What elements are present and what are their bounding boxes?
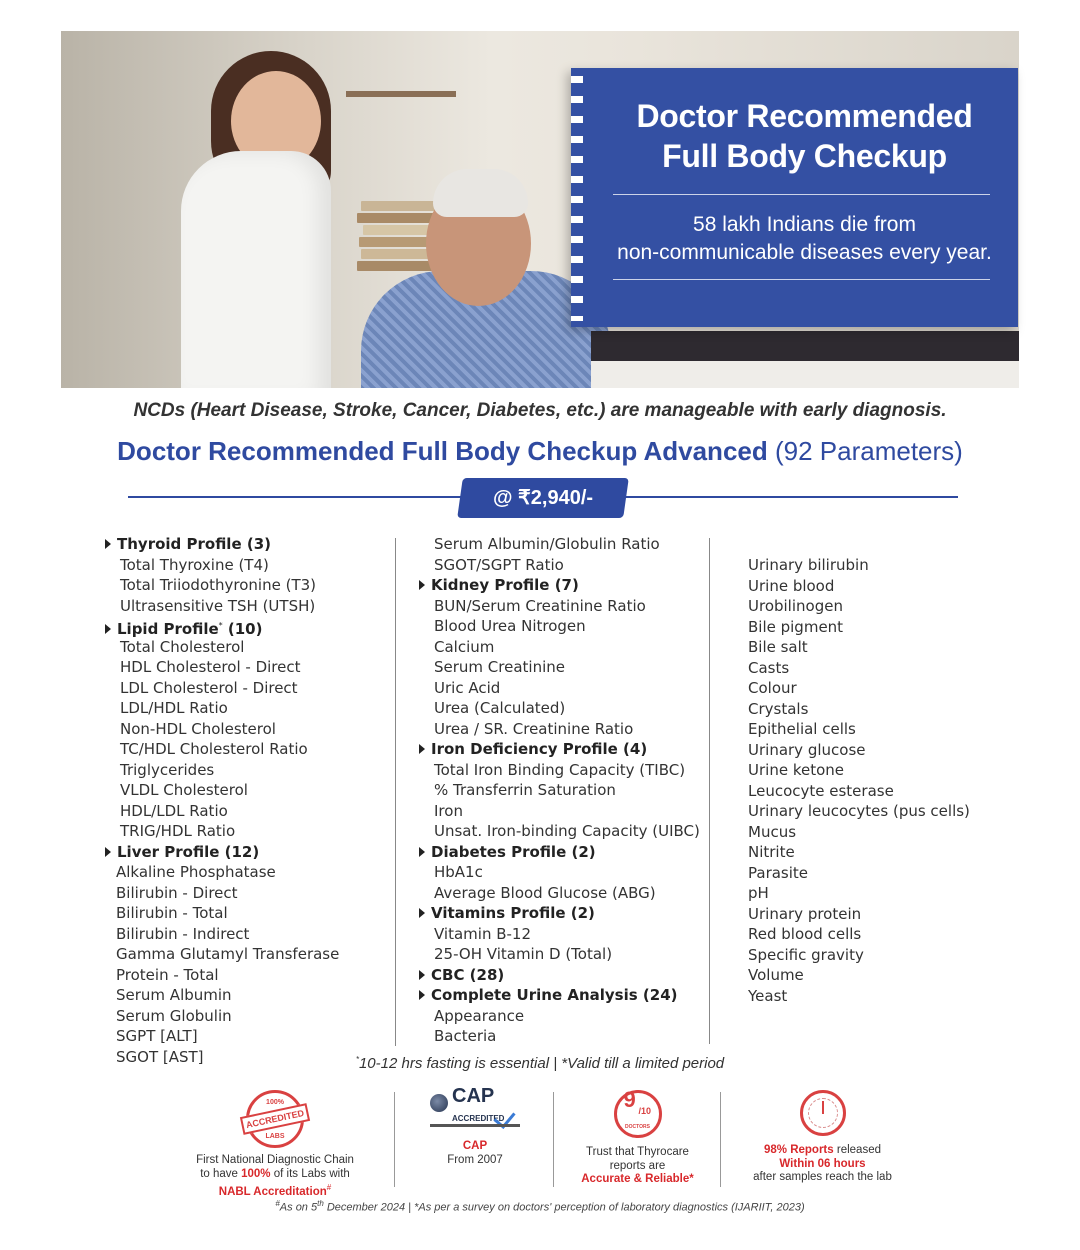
parameter-text: Total Cholesterol xyxy=(120,637,245,656)
badge-nabl-line3-sup: # xyxy=(326,1183,332,1192)
parameter-text: Yeast xyxy=(748,986,788,1005)
footnote-marker: * xyxy=(218,621,223,630)
parameter-item xyxy=(105,657,395,678)
triangle-bullet-icon xyxy=(419,744,425,754)
parameter-text: Bile pigment xyxy=(748,617,844,636)
parameter-text: Blood Urea Nitrogen xyxy=(434,617,586,635)
parameter-item xyxy=(419,862,709,883)
parameter-text: Liver Profile (12) xyxy=(117,842,260,861)
price-badge xyxy=(457,478,629,518)
footnote-ordinal: th xyxy=(317,1199,324,1208)
parameter-item xyxy=(748,945,1018,966)
profile-heading xyxy=(105,616,395,637)
badge-nabl-line3-text: NABL Accreditation xyxy=(218,1185,327,1198)
ten-text: /10 xyxy=(638,1106,652,1116)
parameter-text: Bacteria xyxy=(434,1027,497,1045)
parameter-item xyxy=(748,760,1018,781)
profile-heading xyxy=(419,903,709,924)
badge-reports-line1-post: released xyxy=(833,1144,881,1156)
parameter-text: SGPT [ALT] xyxy=(116,1027,198,1045)
clock-icon xyxy=(800,1090,846,1136)
parameter-text: Urinary leucocytes (pus cells) xyxy=(748,802,970,820)
parameters-column-3 xyxy=(748,555,1018,1006)
parameter-item xyxy=(419,596,709,617)
parameter-text: Colour xyxy=(748,679,797,697)
parameter-item xyxy=(419,821,709,842)
parameter-item xyxy=(105,575,395,596)
parameter-item xyxy=(105,985,395,1006)
parameter-item xyxy=(105,760,395,781)
parameter-item xyxy=(748,863,1018,884)
triangle-bullet-icon xyxy=(419,580,425,590)
parameter-item xyxy=(419,698,709,719)
parameter-text: Total Iron Binding Capacity (TIBC) xyxy=(434,760,686,779)
triangle-bullet-icon xyxy=(105,847,111,857)
parameter-text: Bilirubin - Indirect xyxy=(116,924,250,943)
parameter-text: HbA1c xyxy=(434,863,483,881)
parameter-text: Total Thyroxine (T4) xyxy=(120,555,269,574)
parameter-item xyxy=(105,596,395,617)
parameter-text: Triglycerides xyxy=(120,760,215,779)
parameter-item xyxy=(748,822,1018,843)
parameter-item xyxy=(105,678,395,699)
tagline: NCDs (Heart Disease, Stroke, Cancer, Diabetes, etc.) are manageable with early diagnosis. xyxy=(133,400,947,421)
badge-divider xyxy=(394,1092,395,1187)
parameter-text: Total Triiodothyronine (T3) xyxy=(120,576,317,594)
seal-top-text: 100% xyxy=(266,1099,284,1106)
triangle-bullet-icon xyxy=(105,539,111,549)
parameter-text: LDL/HDL Ratio xyxy=(120,699,228,717)
parameter-text: Nitrite xyxy=(748,843,795,861)
parameter-item xyxy=(748,678,1018,699)
package-title xyxy=(0,436,1080,467)
parameter-text: Complete Urine Analysis (24) xyxy=(431,986,678,1004)
parameter-text: Urinary protein xyxy=(748,904,862,923)
badge-nabl-line2-post: of its Labs with xyxy=(270,1167,350,1180)
note-text: 10-12 hrs fasting is essential | *Valid till a limited period xyxy=(358,1055,725,1072)
parameter-item xyxy=(419,883,709,904)
parameter-text: LDL Cholesterol - Direct xyxy=(120,678,298,697)
profile-heading xyxy=(419,985,709,1006)
banner-stat xyxy=(591,211,1018,267)
parameter-text: Leucocyte esterase xyxy=(748,781,894,800)
package-parameters: (92 Parameters) xyxy=(774,436,963,466)
footnote-marker: # xyxy=(275,1199,280,1208)
parameter-text: Urea / SR. Creatinine Ratio xyxy=(434,719,634,738)
triangle-bullet-icon xyxy=(419,847,425,857)
parameter-text: Gamma Glutamyl Transferase xyxy=(116,945,340,963)
badge-cap xyxy=(410,1085,540,1167)
parameters-column-2 xyxy=(419,534,709,1047)
parameter-text: Calcium xyxy=(434,637,495,656)
parameter-item xyxy=(419,555,709,576)
cap-logo-sub: ACCREDITED xyxy=(452,1114,505,1123)
parameter-item xyxy=(748,904,1018,925)
parameter-item xyxy=(105,637,395,658)
banner-title xyxy=(591,96,1018,176)
parameter-item xyxy=(419,801,709,822)
parameter-text: Mucus xyxy=(748,822,797,841)
globe-icon xyxy=(430,1094,448,1112)
parameter-item xyxy=(748,924,1018,945)
badge-reports-line1-red: 98% Reports xyxy=(764,1144,834,1156)
badge-reports-line3: after samples reach the lab xyxy=(753,1171,892,1183)
badge-nabl-line3 xyxy=(180,1181,370,1199)
badge-reports-line1 xyxy=(740,1144,905,1158)
parameter-text: Urea (Calculated) xyxy=(434,699,566,717)
parameter-text: Iron Deficiency Profile (4) xyxy=(431,740,648,758)
parameter-text: Specific gravity xyxy=(748,945,864,964)
parameter-item xyxy=(748,842,1018,863)
parameter-item xyxy=(105,821,395,842)
banner-title-line1: Doctor Recommended xyxy=(636,98,973,134)
parameter-text: Thyroid Profile (3) xyxy=(117,535,271,553)
badge-nabl-line1: First National Diagnostic Chain xyxy=(196,1154,354,1166)
parameter-text: Diabetes Profile (2) xyxy=(431,842,596,861)
triangle-bullet-icon xyxy=(419,970,425,980)
parameter-text: Ultrasensitive TSH (UTSH) xyxy=(120,596,316,615)
footnote-date: As on 5 xyxy=(279,1201,318,1214)
footnote xyxy=(0,1199,1080,1214)
bookshelf xyxy=(346,91,456,97)
fasting-note xyxy=(0,1055,1080,1072)
parameter-text: Red blood cells xyxy=(748,925,862,943)
parameter-item xyxy=(105,780,395,801)
parameter-text: TRIG/HDL Ratio xyxy=(120,822,236,840)
parameter-text: VLDL Cholesterol xyxy=(120,781,248,799)
parameter-text: Volume xyxy=(748,966,804,984)
parameter-item xyxy=(748,699,1018,720)
parameter-item xyxy=(748,740,1018,761)
parameter-text: pH xyxy=(748,884,769,902)
badge-nabl xyxy=(180,1090,370,1199)
parameter-text: Iron xyxy=(434,801,463,820)
parameter-text: Urinary bilirubin xyxy=(748,556,869,574)
cap-fine-print xyxy=(430,1124,520,1127)
parameter-text: Serum Albumin/Globulin Ratio xyxy=(434,535,660,553)
bed-sheet xyxy=(591,361,1019,388)
parameter-text: Bilirubin - Direct xyxy=(116,883,238,902)
cap-logo-icon xyxy=(430,1085,520,1130)
package-name: Doctor Recommended Full Body Checkup Advanced xyxy=(117,436,768,466)
badge-doctors-line3: Accurate & Reliable* xyxy=(581,1173,694,1185)
parameter-item xyxy=(105,555,395,576)
parameter-item xyxy=(419,678,709,699)
badge-divider xyxy=(553,1092,554,1187)
parameter-text: % Transferrin Saturation xyxy=(434,781,616,799)
parameter-item xyxy=(105,862,395,883)
parameter-item xyxy=(419,1026,709,1047)
parameter-text: 25-OH Vitamin D (Total) xyxy=(434,945,613,963)
parameter-text: Unsat. Iron-binding Capacity (UIBC) xyxy=(434,822,700,840)
parameter-text: Average Blood Glucose (ABG) xyxy=(434,883,656,902)
parameter-text: SGOT/SGPT Ratio xyxy=(434,555,564,574)
parameter-text: Vitamin B-12 xyxy=(434,924,532,943)
parameter-item xyxy=(105,883,395,904)
parameters-column-1 xyxy=(105,534,395,1067)
parameter-text: Uric Acid xyxy=(434,678,501,697)
parameter-text: CBC (28) xyxy=(431,965,505,984)
seal-ribbon-text: ACCREDITED xyxy=(240,1103,310,1135)
parameter-item xyxy=(419,780,709,801)
badge-cap-since: From 2007 xyxy=(447,1153,503,1166)
clock-hand xyxy=(822,1101,824,1114)
parameter-item xyxy=(419,1006,709,1027)
parameter-text: SGOT [AST] xyxy=(116,1047,204,1066)
parameter-item xyxy=(748,883,1018,904)
parameter-item xyxy=(419,534,709,555)
parameter-text: Casts xyxy=(748,658,790,677)
parameter-item xyxy=(748,801,1018,822)
badge-nabl-line2-pre: to have xyxy=(200,1167,242,1180)
triangle-bullet-icon xyxy=(419,990,425,1000)
patient-hair xyxy=(433,169,528,217)
note-marker: * xyxy=(355,1055,359,1064)
parameter-item xyxy=(105,801,395,822)
parameter-text: Urinary glucose xyxy=(748,740,866,759)
badge-reports-line2: Within 06 hours xyxy=(779,1157,866,1170)
parameter-text: Kidney Profile (7) xyxy=(431,576,579,594)
profile-heading xyxy=(419,575,709,596)
badge-doctors-line1: Trust that Thyrocare xyxy=(586,1146,689,1158)
parameter-text: Urine ketone xyxy=(748,761,844,779)
parameter-text: Crystals xyxy=(748,699,809,718)
parameter-item xyxy=(748,555,1018,576)
parameter-item xyxy=(748,658,1018,679)
parameter-item xyxy=(105,698,395,719)
parameter-item xyxy=(748,965,1018,986)
parameter-item xyxy=(748,986,1018,1007)
badge-cap-name: CAP xyxy=(462,1140,488,1152)
parameter-text: Non-HDL Cholesterol xyxy=(120,719,276,738)
banner-stat-line2: non-communicable diseases every year. xyxy=(617,241,992,264)
price-text: @ ₹2,940/- xyxy=(492,487,594,509)
parameter-count: (10) xyxy=(222,620,263,638)
parameter-text: HDL/LDL Ratio xyxy=(120,801,228,820)
triangle-bullet-icon xyxy=(419,908,425,918)
parameter-item xyxy=(105,965,395,986)
doctor-coat xyxy=(181,151,331,388)
profile-heading xyxy=(105,534,395,555)
banner-stat-line1: 58 lakh Indians die from xyxy=(693,213,916,236)
parameter-text: Bilirubin - Total xyxy=(116,904,228,922)
parameter-item xyxy=(748,596,1018,617)
book xyxy=(361,201,441,211)
parameter-item xyxy=(419,616,709,637)
parameter-text: Serum Creatinine xyxy=(434,658,565,676)
parameter-text: Serum Globulin xyxy=(116,1006,232,1025)
parameter-text: Urine blood xyxy=(748,576,835,595)
column-divider xyxy=(709,538,710,1044)
parameter-text: Parasite xyxy=(748,863,809,882)
profile-heading xyxy=(419,739,709,760)
parameter-item xyxy=(105,944,395,965)
parameter-text: Serum Albumin xyxy=(116,986,232,1004)
seal-bottom-text: LABS xyxy=(265,1133,285,1140)
parameter-item xyxy=(419,924,709,945)
parameter-item xyxy=(105,1006,395,1027)
nine-text: 9 xyxy=(623,1087,636,1112)
parameter-text: Epithelial cells xyxy=(748,720,856,738)
parameter-text: Alkaline Phosphatase xyxy=(116,863,276,881)
footnote-survey: December 2024 | *As per a survey on doctors' perception of laboratory diagnostics (IJARIIT, 2023) xyxy=(323,1201,805,1214)
profile-heading xyxy=(105,842,395,863)
parameter-item xyxy=(419,944,709,965)
headline-banner xyxy=(571,68,1018,327)
parameter-item xyxy=(419,637,709,658)
banner-title-line2: Full Body Checkup xyxy=(662,138,947,174)
doctors-word: DOCTORS xyxy=(625,1124,650,1130)
badge-nabl-line2 xyxy=(180,1168,370,1182)
triangle-bullet-icon xyxy=(105,624,111,634)
accredited-seal-icon xyxy=(246,1090,304,1148)
parameter-item xyxy=(748,781,1018,802)
parameter-item xyxy=(105,719,395,740)
parameter-item xyxy=(748,576,1018,597)
parameter-text: Vitamins Profile (2) xyxy=(431,904,595,922)
nine-of-ten-icon xyxy=(614,1087,662,1138)
parameter-text: HDL Cholesterol - Direct xyxy=(120,658,301,676)
spiral-binding-icon xyxy=(571,76,583,321)
parameter-item xyxy=(748,617,1018,638)
parameter-item xyxy=(105,924,395,945)
profile-heading xyxy=(419,965,709,986)
badge-nabl-line2-red: 100% xyxy=(241,1167,271,1180)
parameter-text: Protein - Total xyxy=(116,965,219,984)
parameter-item xyxy=(105,739,395,760)
parameter-item xyxy=(419,657,709,678)
parameter-item xyxy=(419,719,709,740)
parameter-item xyxy=(748,637,1018,658)
parameter-text: TC/HDL Cholesterol Ratio xyxy=(120,740,308,758)
banner-divider xyxy=(613,279,990,280)
badge-divider xyxy=(720,1092,721,1187)
parameter-item xyxy=(105,903,395,924)
parameter-item xyxy=(419,760,709,781)
banner-divider xyxy=(613,194,990,195)
parameter-item xyxy=(105,1026,395,1047)
parameter-text: Lipid Profile xyxy=(117,620,219,638)
badge-reports xyxy=(740,1090,905,1185)
column-divider xyxy=(395,538,396,1046)
badge-doctors-line2: reports are xyxy=(609,1159,666,1172)
badge-doctors xyxy=(570,1087,705,1187)
parameter-text: Urobilinogen xyxy=(748,597,843,615)
parameter-text: Appearance xyxy=(434,1006,525,1025)
parameter-item xyxy=(748,719,1018,740)
profile-heading xyxy=(419,842,709,863)
cap-logo-text: CAP xyxy=(452,1085,495,1107)
parameter-text: BUN/Serum Creatinine Ratio xyxy=(434,596,646,615)
parameter-text: Bile salt xyxy=(748,638,808,656)
